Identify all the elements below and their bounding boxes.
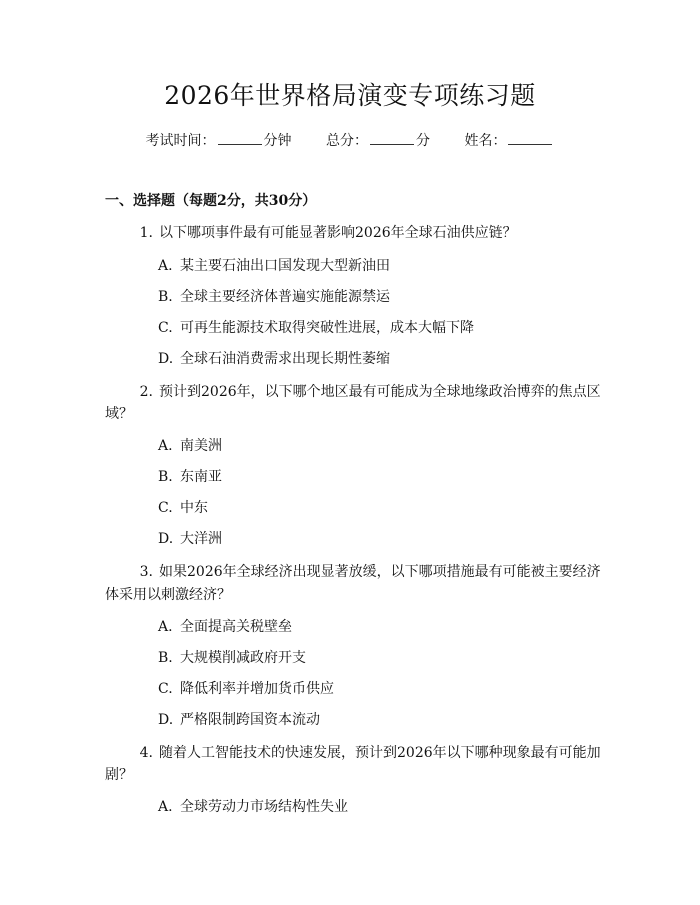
question-1 [105,223,595,243]
option-text: 大规模削减政府开支 [180,650,306,666]
question-1-option-c [158,318,474,338]
option-text: 中东 [180,500,208,516]
total-score-unit: 分 [416,133,430,149]
option-letter: A. [158,438,173,454]
exam-time-blank [218,131,262,145]
option-text: 全球主要经济体普遍实施能源禁运 [180,289,390,305]
option-text: 全面提高关税壁垒 [180,619,292,635]
question-number: 4. [139,745,153,761]
option-text: 全球劳动力市场结构性失业 [180,799,348,815]
option-text: 大洋洲 [180,531,222,547]
question-2-option-d [158,529,222,549]
option-letter: C. [158,500,173,516]
option-text: 可再生能源技术取得突破性进展，成本大幅下降 [180,320,474,336]
question-text: 预计到2026年，以下哪个地区最有可能成为全球地缘政治博弈的焦点区 [159,384,601,400]
question-3-option-a [158,617,292,637]
question-3-option-d [158,710,320,730]
exam-time-field [146,131,292,151]
question-2-option-a [158,436,222,456]
option-letter: A. [158,258,173,274]
option-letter: B. [158,469,173,485]
question-1-option-d [158,349,390,369]
question-3-option-b [158,648,306,668]
option-letter: C. [158,320,173,336]
question-text: 以下哪项事件最有可能显著影响2026年全球石油供应链？ [159,225,517,241]
exam-time-unit: 分钟 [263,133,292,149]
option-letter: B. [158,289,173,305]
option-letter: A. [158,619,173,635]
question-number: 3. [139,564,153,580]
question-2-option-c [158,498,208,518]
option-text: 东南亚 [180,469,222,485]
question-number: 1. [139,225,153,241]
question-4-option-a [158,797,348,817]
option-text: 某主要石油出口国发现大型新油田 [180,258,390,274]
option-letter: D. [158,351,174,367]
question-3-continuation: 体采用以刺激经济？ [105,587,231,603]
question-text: 随着人工智能技术的快速发展，预计到2026年以下哪种现象最有可能加 [159,745,601,761]
option-text: 严格限制跨国资本流动 [180,712,320,728]
option-text: 全球石油消费需求出现长期性萎缩 [180,351,390,367]
student-name-blank [508,131,552,145]
question-4-continuation: 剧？ [105,767,133,783]
option-letter: A. [158,799,173,815]
option-letter: B. [158,650,173,666]
question-2-continuation: 域？ [105,406,133,422]
total-score-field [326,131,430,151]
option-text: 降低利率并增加货币供应 [180,681,334,697]
option-letter: D. [158,531,174,547]
option-letter: C. [158,681,173,697]
question-2 [105,382,601,402]
question-number: 2. [139,384,153,400]
option-letter: D. [158,712,174,728]
question-2-option-b [158,467,222,487]
question-3 [105,562,601,582]
exam-info-line [0,131,700,151]
option-text: 南美洲 [180,438,222,454]
question-1-option-b [158,287,390,307]
question-text: 如果2026年全球经济出现显著放缓，以下哪项措施最有可能被主要经济 [159,564,601,580]
student-name-label: 姓名： [464,133,507,149]
page-title: 2026年世界格局演变专项练习题 [164,81,536,110]
section-heading-multiple-choice: 一、选择题（每题2分，共30分） [105,193,317,209]
question-3-option-c [158,679,334,699]
total-score-blank [370,131,414,145]
student-name-field [464,131,554,151]
exam-time-label: 考试时间： [145,133,216,149]
total-score-label: 总分： [326,133,368,149]
question-1-option-a [158,256,390,276]
question-4 [105,743,601,763]
